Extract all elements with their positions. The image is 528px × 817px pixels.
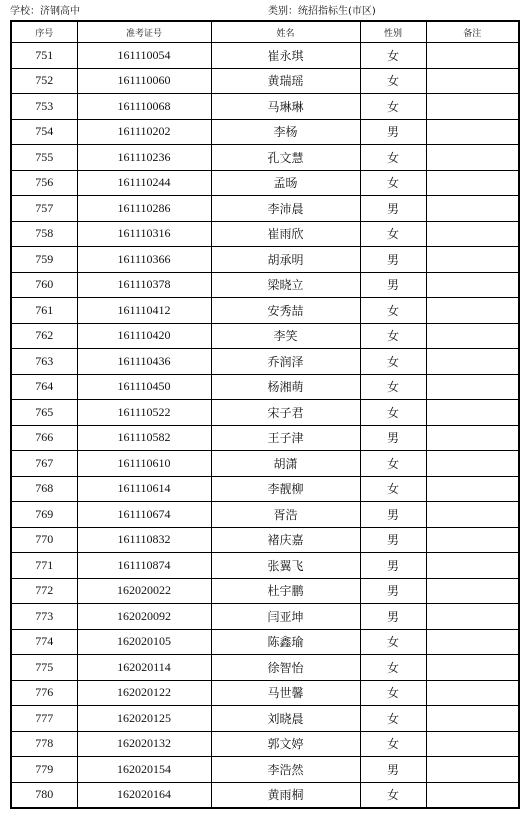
table-cell-remarks: [426, 145, 519, 171]
table-cell-seq: 767: [11, 451, 77, 477]
table-cell-seq: 769: [11, 502, 77, 528]
school-label: 学校：济钢高中: [10, 6, 80, 17]
table-row: [11, 451, 519, 477]
table-cell-remarks: [426, 68, 519, 94]
table-row: [11, 553, 519, 579]
table-cell-name: 崔永琪: [211, 43, 360, 69]
table-cell-exam-number: 161110244: [77, 170, 211, 196]
table-cell-exam-number: 162020092: [77, 604, 211, 630]
table-cell-remarks: [426, 43, 519, 69]
table-cell-gender: 女: [360, 323, 426, 349]
table-row: [11, 706, 519, 732]
table-cell-remarks: [426, 323, 519, 349]
table-cell-remarks: [426, 298, 519, 324]
table-cell-exam-number: 161110060: [77, 68, 211, 94]
table-cell-exam-number: 161110236: [77, 145, 211, 171]
table-cell-gender: 女: [360, 145, 426, 171]
table-cell-gender: 女: [360, 476, 426, 502]
table-cell-seq: 777: [11, 706, 77, 732]
table-cell-remarks: [426, 502, 519, 528]
table-cell-seq: 770: [11, 527, 77, 553]
table-cell-gender: 女: [360, 374, 426, 400]
table-cell-name: 陈鑫瑜: [211, 629, 360, 655]
table-row: [11, 425, 519, 451]
table-cell-gender: 女: [360, 68, 426, 94]
table-row: [11, 43, 519, 69]
table-cell-name: 胡承明: [211, 247, 360, 273]
table-cell-name: 孔文慧: [211, 145, 360, 171]
table-cell-exam-number: 162020132: [77, 731, 211, 757]
table-row: [11, 119, 519, 145]
table-cell-exam-number: 161110674: [77, 502, 211, 528]
table-cell-seq: 752: [11, 68, 77, 94]
table-row: [11, 349, 519, 375]
table-cell-remarks: [426, 374, 519, 400]
table-cell-gender: 女: [360, 349, 426, 375]
table-cell-gender: 男: [360, 119, 426, 145]
table-row: [11, 680, 519, 706]
table-cell-gender: 男: [360, 502, 426, 528]
table-cell-gender: 女: [360, 400, 426, 426]
table-header-row: [11, 21, 519, 43]
table-cell-remarks: [426, 476, 519, 502]
table-cell-gender: 女: [360, 680, 426, 706]
table-row: [11, 604, 519, 630]
table-cell-seq: 762: [11, 323, 77, 349]
table-cell-remarks: [426, 425, 519, 451]
table-cell-seq: 766: [11, 425, 77, 451]
table-cell-remarks: [426, 272, 519, 298]
table-cell-gender: 男: [360, 757, 426, 783]
table-row: [11, 731, 519, 757]
table-row: [11, 145, 519, 171]
column-header-name: 姓名: [211, 21, 360, 43]
table-cell-name: 李靓柳: [211, 476, 360, 502]
table-cell-remarks: [426, 629, 519, 655]
table-cell-exam-number: 162020022: [77, 578, 211, 604]
table-cell-seq: 775: [11, 655, 77, 681]
table-cell-gender: 男: [360, 425, 426, 451]
table-cell-seq: 760: [11, 272, 77, 298]
table-cell-seq: 764: [11, 374, 77, 400]
table-cell-name: 李浩然: [211, 757, 360, 783]
table-row: [11, 323, 519, 349]
table-row: [11, 578, 519, 604]
table-cell-name: 黄雨桐: [211, 782, 360, 808]
table-cell-remarks: [426, 680, 519, 706]
table-cell-gender: 女: [360, 170, 426, 196]
table-cell-seq: 772: [11, 578, 77, 604]
table-cell-exam-number: 161110412: [77, 298, 211, 324]
table-row: [11, 782, 519, 808]
table-cell-seq: 778: [11, 731, 77, 757]
table-row: [11, 527, 519, 553]
table-row: [11, 247, 519, 273]
table-cell-seq: 761: [11, 298, 77, 324]
column-header-seq: 序号: [11, 21, 77, 43]
table-cell-seq: 768: [11, 476, 77, 502]
table-row: [11, 170, 519, 196]
table-row: [11, 196, 519, 222]
table-cell-gender: 男: [360, 527, 426, 553]
table-cell-remarks: [426, 578, 519, 604]
table-row: [11, 757, 519, 783]
table-cell-name: 宋子君: [211, 400, 360, 426]
table-cell-exam-number: 161110610: [77, 451, 211, 477]
column-header-exam-number: 准考证号: [77, 21, 211, 43]
table-cell-exam-number: 162020105: [77, 629, 211, 655]
table-cell-seq: 765: [11, 400, 77, 426]
table-body: [11, 43, 519, 809]
table-cell-name: 乔润泽: [211, 349, 360, 375]
table-row: [11, 68, 519, 94]
table-cell-exam-number: 161110286: [77, 196, 211, 222]
table-cell-seq: 779: [11, 757, 77, 783]
table-row: [11, 94, 519, 120]
table-cell-name: 刘晓晨: [211, 706, 360, 732]
table-cell-remarks: [426, 247, 519, 273]
table-cell-gender: 男: [360, 553, 426, 579]
table-cell-gender: 男: [360, 196, 426, 222]
table-cell-seq: 771: [11, 553, 77, 579]
table-cell-seq: 754: [11, 119, 77, 145]
table-cell-exam-number: 161110874: [77, 553, 211, 579]
table-cell-remarks: [426, 731, 519, 757]
table-cell-gender: 女: [360, 655, 426, 681]
table-cell-exam-number: 161110378: [77, 272, 211, 298]
table-cell-seq: 753: [11, 94, 77, 120]
table-cell-exam-number: 161110450: [77, 374, 211, 400]
table-cell-name: 梁晓立: [211, 272, 360, 298]
table-cell-seq: 776: [11, 680, 77, 706]
table-cell-gender: 男: [360, 272, 426, 298]
table-cell-remarks: [426, 604, 519, 630]
table-cell-exam-number: 161110582: [77, 425, 211, 451]
table-cell-exam-number: 161110202: [77, 119, 211, 145]
table-cell-name: 郭文婷: [211, 731, 360, 757]
table-row: [11, 476, 519, 502]
table-cell-name: 李杨: [211, 119, 360, 145]
table-cell-name: 安秀喆: [211, 298, 360, 324]
table-cell-remarks: [426, 349, 519, 375]
table-cell-remarks: [426, 451, 519, 477]
table-cell-exam-number: 161110068: [77, 94, 211, 120]
column-header-gender: 性别: [360, 21, 426, 43]
table-cell-name: 胡潇: [211, 451, 360, 477]
category-label: 类别：统招指标生(市区): [268, 6, 376, 17]
table-cell-seq: 757: [11, 196, 77, 222]
table-cell-name: 徐智怡: [211, 655, 360, 681]
table-cell-name: 闫亚坤: [211, 604, 360, 630]
table-cell-name: 张翼飞: [211, 553, 360, 579]
table-cell-seq: 780: [11, 782, 77, 808]
table-cell-name: 杨湘萌: [211, 374, 360, 400]
table-cell-remarks: [426, 170, 519, 196]
table-cell-exam-number: 162020122: [77, 680, 211, 706]
table-cell-remarks: [426, 706, 519, 732]
table-cell-seq: 763: [11, 349, 77, 375]
table-row: [11, 298, 519, 324]
table-cell-remarks: [426, 527, 519, 553]
table-cell-remarks: [426, 94, 519, 120]
table-row: [11, 629, 519, 655]
table-cell-name: 马琳琳: [211, 94, 360, 120]
table-cell-remarks: [426, 119, 519, 145]
table-cell-seq: 756: [11, 170, 77, 196]
table-cell-gender: 女: [360, 706, 426, 732]
table-cell-name: 黄瑞瑶: [211, 68, 360, 94]
table-cell-gender: 女: [360, 298, 426, 324]
table-cell-exam-number: 162020154: [77, 757, 211, 783]
table-cell-gender: 女: [360, 731, 426, 757]
table-cell-name: 王子津: [211, 425, 360, 451]
table-cell-exam-number: 161110614: [77, 476, 211, 502]
table-cell-gender: 女: [360, 43, 426, 69]
table-cell-seq: 774: [11, 629, 77, 655]
table-cell-remarks: [426, 221, 519, 247]
table-cell-exam-number: 161110420: [77, 323, 211, 349]
table-cell-exam-number: 161110522: [77, 400, 211, 426]
table-cell-name: 褚庆嘉: [211, 527, 360, 553]
table-cell-gender: 女: [360, 629, 426, 655]
table-row: [11, 400, 519, 426]
table-row: [11, 374, 519, 400]
table-cell-name: 杜宇鹏: [211, 578, 360, 604]
document-header: [10, 5, 518, 19]
table-cell-remarks: [426, 553, 519, 579]
admission-roster-table: [10, 20, 520, 809]
table-cell-name: 马世馨: [211, 680, 360, 706]
table-cell-gender: 男: [360, 604, 426, 630]
table-cell-exam-number: 162020164: [77, 782, 211, 808]
table-cell-name: 崔雨欣: [211, 221, 360, 247]
table-cell-gender: 男: [360, 578, 426, 604]
table-row: [11, 655, 519, 681]
column-header-remarks: 备注: [426, 21, 519, 43]
table-cell-seq: 773: [11, 604, 77, 630]
table-cell-gender: 女: [360, 782, 426, 808]
table-cell-gender: 女: [360, 221, 426, 247]
table-row: [11, 221, 519, 247]
table-cell-gender: 女: [360, 451, 426, 477]
table-cell-remarks: [426, 655, 519, 681]
table-cell-exam-number: 162020114: [77, 655, 211, 681]
table-cell-remarks: [426, 782, 519, 808]
table-cell-seq: 758: [11, 221, 77, 247]
table-cell-exam-number: 161110436: [77, 349, 211, 375]
table-cell-exam-number: 161110832: [77, 527, 211, 553]
table-cell-seq: 755: [11, 145, 77, 171]
table-cell-exam-number: 161110316: [77, 221, 211, 247]
table-cell-name: 孟旸: [211, 170, 360, 196]
table-cell-exam-number: 161110054: [77, 43, 211, 69]
table-cell-exam-number: 161110366: [77, 247, 211, 273]
table-cell-name: 李笑: [211, 323, 360, 349]
table-cell-exam-number: 162020125: [77, 706, 211, 732]
table-cell-seq: 751: [11, 43, 77, 69]
table-cell-remarks: [426, 196, 519, 222]
table-cell-seq: 759: [11, 247, 77, 273]
table-cell-remarks: [426, 757, 519, 783]
table-cell-name: 李沛晨: [211, 196, 360, 222]
table-row: [11, 272, 519, 298]
table-cell-gender: 男: [360, 247, 426, 273]
table-cell-remarks: [426, 400, 519, 426]
table-cell-name: 胥浩: [211, 502, 360, 528]
table-row: [11, 502, 519, 528]
table-cell-gender: 女: [360, 94, 426, 120]
